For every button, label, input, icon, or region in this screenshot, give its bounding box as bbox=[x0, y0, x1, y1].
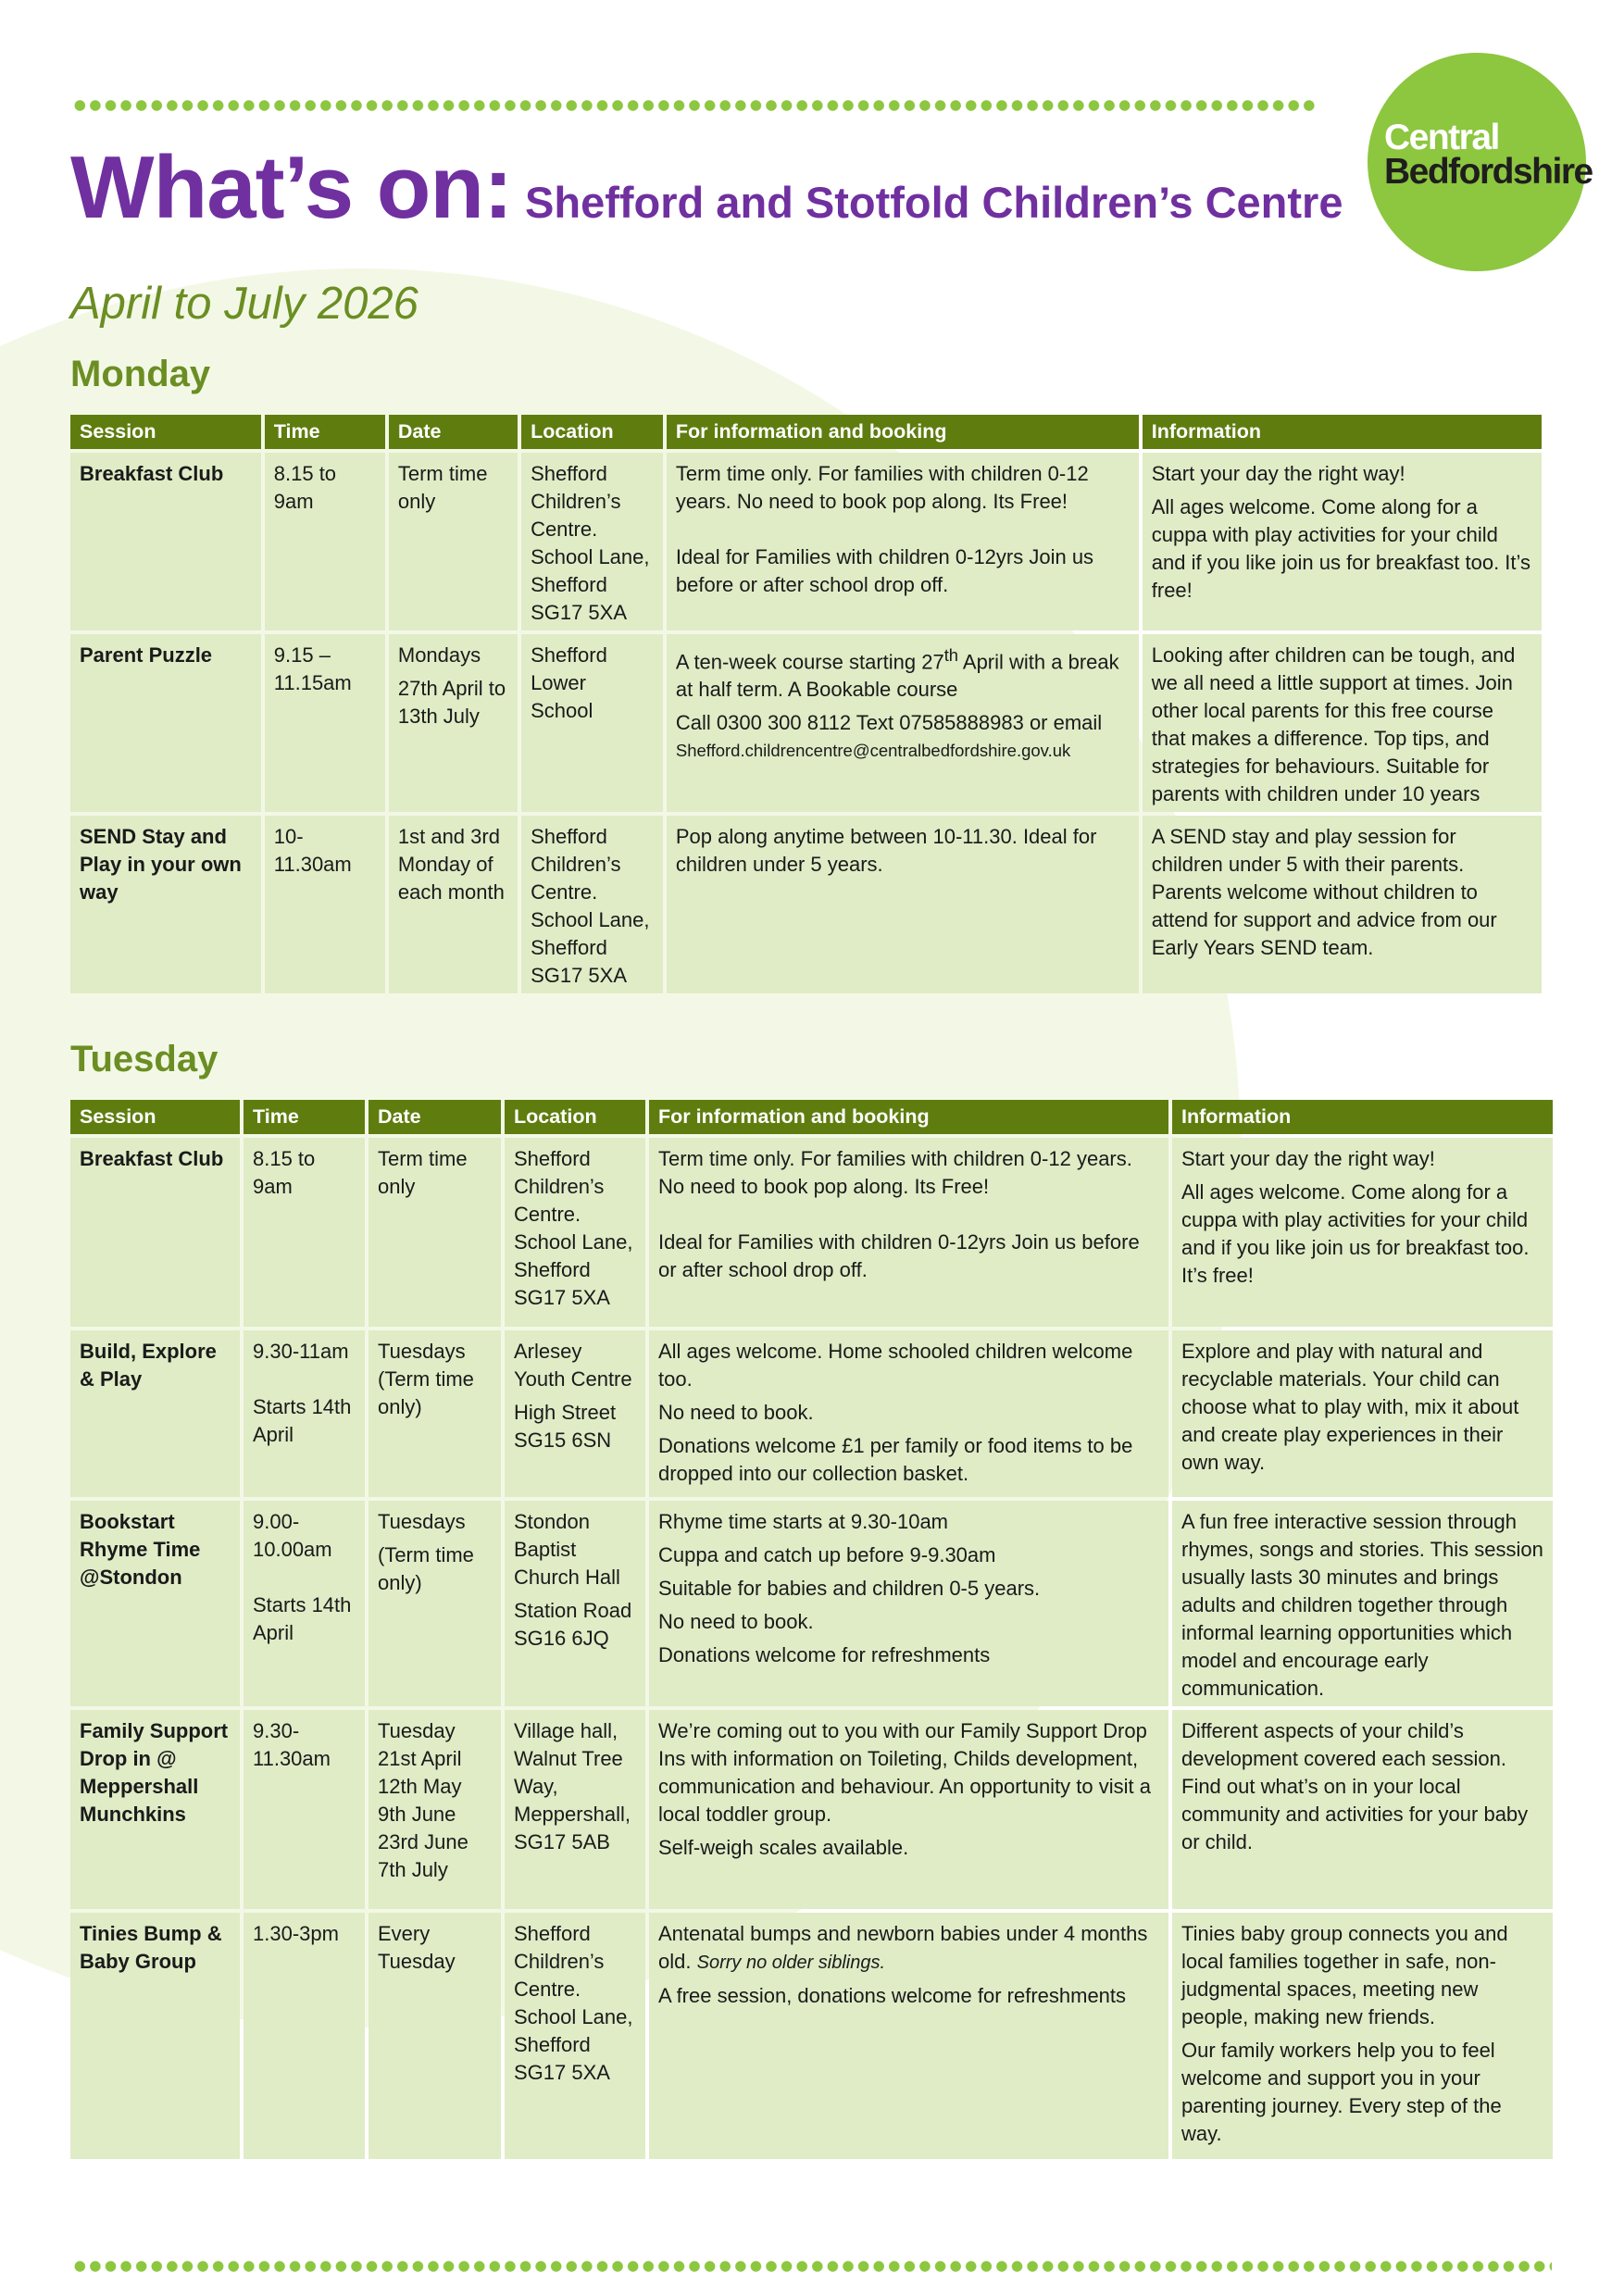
monday-table bbox=[67, 411, 1545, 997]
location-line: School Lane, Shefford bbox=[514, 2005, 633, 2056]
info-text: Start your day the right way! bbox=[1151, 462, 1405, 485]
monday-heading: Monday bbox=[70, 354, 211, 394]
email-text: Shefford.childrencentre@centralbedfordshire.gov.uk bbox=[675, 741, 1071, 761]
location-cell bbox=[521, 816, 663, 993]
col-booking: For information and booking bbox=[649, 1100, 1168, 1134]
date-cell: Term time only bbox=[369, 1138, 501, 1327]
date-cell: Every Tuesday bbox=[369, 1913, 501, 2159]
date-line: 13th July bbox=[397, 705, 480, 728]
location-cell bbox=[521, 453, 663, 630]
booking-text: All ages welcome. Home schooled children welcome too. bbox=[658, 1340, 1133, 1391]
info-text: All ages welcome. Come along for a cuppa with play activities for your child and if you like join us for breakfast too. It’s free! bbox=[1151, 495, 1531, 602]
booking-text: No need to book. bbox=[658, 1610, 814, 1633]
location-line: Shefford Children’s Centre. bbox=[531, 462, 621, 541]
booking-text: Ideal for Families with children 0-12yrs Join us before or after school drop off. bbox=[658, 1230, 1140, 1281]
location-line: SG17 5XA bbox=[514, 1286, 610, 1309]
session-cell: Breakfast Club bbox=[70, 1138, 240, 1327]
date-line: 21st April bbox=[378, 1747, 462, 1770]
location-line: Arlesey Youth Centre bbox=[514, 1340, 632, 1391]
date-line: 27th April to bbox=[397, 677, 506, 700]
booking-cell bbox=[649, 1501, 1168, 1706]
location-cell bbox=[505, 1913, 645, 2159]
location-cell bbox=[505, 1330, 645, 1497]
col-location: Location bbox=[505, 1100, 645, 1134]
col-time: Time bbox=[244, 1100, 365, 1134]
booking-cell bbox=[649, 1913, 1168, 2159]
table-row bbox=[70, 1501, 1553, 1706]
time-cell bbox=[244, 1501, 365, 1706]
location-cell: Village hall, Walnut Tree Way, Meppershall, SG17 5AB bbox=[505, 1710, 645, 1909]
location-line: High Street SG15 6SN bbox=[514, 1401, 617, 1452]
booking-text bbox=[658, 1920, 1159, 1977]
session-cell: Family Support Drop in @ Meppershall Munchkins bbox=[70, 1710, 240, 1909]
page-title bbox=[70, 137, 1343, 239]
col-booking: For information and booking bbox=[667, 415, 1139, 449]
table-row bbox=[70, 1710, 1553, 1909]
booking-text: Ideal for Families with children 0-12yrs Join us before or after school drop off. bbox=[675, 545, 1094, 596]
location-cell bbox=[505, 1138, 645, 1327]
time-line: Starts 14th April bbox=[253, 1593, 352, 1644]
info-cell bbox=[1143, 453, 1542, 630]
date-line: Tuesdays bbox=[378, 1510, 466, 1533]
location-cell: Shefford Lower School bbox=[521, 634, 663, 812]
table-row bbox=[70, 816, 1542, 993]
booking-note: Sorry no older siblings. bbox=[696, 1953, 886, 1973]
booking-text: No need to book. bbox=[658, 1401, 814, 1424]
title-main: What’s on: bbox=[70, 138, 513, 237]
time-cell bbox=[244, 1330, 365, 1497]
info-cell: A fun free interactive session through rhymes, songs and stories. This session usually lasts 30 minutes and brings adults and children together through informal learning opportunities which model and encourage early communication. bbox=[1172, 1501, 1553, 1706]
booking-text: Term time only. For families with children 0-12 years. No need to book pop along. Its Free! bbox=[675, 462, 1089, 513]
date-line: Tuesday bbox=[378, 1719, 456, 1742]
col-information: Information bbox=[1143, 415, 1542, 449]
info-cell: Looking after children can be tough, and we all need a little support at times. Join other local parents for this free course that makes a difference. Top tips, and strategies for behaviours. Suitable for parents with children under 10 years bbox=[1143, 634, 1542, 812]
location-cell bbox=[505, 1501, 645, 1706]
session-cell: SEND Stay and Play in your own way bbox=[70, 816, 261, 993]
booking-text: We’re coming out to you with our Family Support Drop Ins with information on Toileting, Childs development, communication and behaviour. An opportunity to visit a local toddler group. bbox=[658, 1719, 1151, 1826]
table-row bbox=[70, 453, 1542, 630]
col-date: Date bbox=[369, 1100, 501, 1134]
info-text: Tinies baby group connects you and local families together in safe, non-judgmental spaces, meeting new people, making new friends. bbox=[1181, 1922, 1508, 2028]
time-cell: 10-11.30am bbox=[265, 816, 385, 993]
time-cell: 9.15 – 11.15am bbox=[265, 634, 385, 812]
logo-line2: Bedfordshire bbox=[1384, 152, 1593, 192]
period-subtitle: April to July 2026 bbox=[70, 279, 418, 329]
info-text: Start your day the right way! bbox=[1181, 1147, 1435, 1170]
central-bedfordshire-logo bbox=[1368, 53, 1593, 271]
time-cell: 9.30-11.30am bbox=[244, 1710, 365, 1909]
booking-text: Call 0300 300 8112 Text 07585888983 or email bbox=[675, 711, 1103, 735]
booking-cell bbox=[667, 453, 1139, 630]
location-line: SG17 5XA bbox=[531, 601, 628, 624]
location-line: SG17 5XA bbox=[514, 2061, 610, 2084]
session-cell: Tinies Bump & Baby Group bbox=[70, 1913, 240, 2159]
booking-cell: Pop along anytime between 10-11.30. Ideal for children under 5 years. bbox=[667, 816, 1139, 993]
time-line: Starts 14th April bbox=[253, 1395, 352, 1446]
tuesday-header-row bbox=[70, 1100, 1553, 1134]
booking-text-part: Antenatal bumps and newborn babies under 4 months old. bbox=[658, 1922, 1148, 1973]
location-line: Shefford Children’s Centre. bbox=[514, 1147, 605, 1226]
location-line: Stondon Baptist Church Hall bbox=[514, 1510, 620, 1589]
booking-cell bbox=[649, 1330, 1168, 1497]
location-line: School Lane, Shefford bbox=[531, 908, 650, 959]
booking-text: Donations welcome £1 per family or food items to be dropped into our collection basket. bbox=[658, 1434, 1133, 1485]
date-cell bbox=[389, 634, 518, 812]
location-line: School Lane, Shefford bbox=[531, 545, 650, 596]
superscript: th bbox=[943, 645, 958, 665]
info-text: All ages welcome. Come along for a cuppa with play activities for your child and if you like join us for breakfast too. It’s free! bbox=[1181, 1180, 1530, 1287]
booking-cell bbox=[649, 1710, 1168, 1909]
col-session: Session bbox=[70, 1100, 240, 1134]
info-cell: Different aspects of your child’s development covered each session. Find out what’s on in your local community and activities for your baby or child. bbox=[1172, 1710, 1553, 1909]
info-cell: A SEND stay and play session for children under 5 with their parents. Parents welcome without children to attend for support and advice from our Early Years SEND team. bbox=[1143, 816, 1542, 993]
date-cell bbox=[369, 1710, 501, 1909]
time-line: 9.30-11am bbox=[253, 1340, 349, 1363]
info-cell: Explore and play with natural and recyclable materials. Your child can choose what to play with, mix it about and create play experiences in their own way. bbox=[1172, 1330, 1553, 1497]
booking-text: Donations welcome for refreshments bbox=[658, 1643, 991, 1666]
booking-text: Self-weigh scales available. bbox=[658, 1836, 909, 1859]
monday-header-row bbox=[70, 415, 1542, 449]
booking-text: Term time only. For families with children 0-12 years. No need to book pop along. Its Free! bbox=[658, 1147, 1132, 1198]
booking-cell bbox=[649, 1138, 1168, 1327]
booking-cell bbox=[667, 634, 1139, 812]
dotted-divider-bottom bbox=[72, 2260, 1552, 2273]
date-line: 12th May bbox=[378, 1775, 462, 1798]
tuesday-table bbox=[67, 1096, 1556, 2163]
col-location: Location bbox=[521, 415, 663, 449]
booking-text: Cuppa and catch up before 9-9.30am bbox=[658, 1543, 996, 1566]
booking-text bbox=[676, 642, 1130, 704]
dotted-divider-top bbox=[72, 99, 1318, 112]
date-cell: 1st and 3rd Monday of each month bbox=[389, 816, 518, 993]
date-line: 9th June bbox=[378, 1803, 456, 1826]
booking-text: Rhyme time starts at 9.30-10am bbox=[658, 1510, 949, 1533]
location-line: Station Road SG16 6JQ bbox=[514, 1599, 632, 1650]
date-line: 7th July bbox=[378, 1858, 448, 1881]
location-line: SG17 5XA bbox=[531, 964, 628, 987]
booking-text: Suitable for babies and children 0-5 years. bbox=[658, 1577, 1041, 1600]
table-row bbox=[70, 634, 1542, 812]
date-cell bbox=[369, 1501, 501, 1706]
col-date: Date bbox=[389, 415, 518, 449]
session-cell: Bookstart Rhyme Time @Stondon bbox=[70, 1501, 240, 1706]
date-line: Mondays bbox=[397, 643, 481, 667]
logo-line1: Central bbox=[1384, 118, 1499, 157]
tuesday-heading: Tuesday bbox=[70, 1039, 219, 1079]
date-line: (Term time only) bbox=[378, 1543, 474, 1594]
info-cell bbox=[1172, 1913, 1553, 2159]
booking-text-part: A ten-week course starting 27 bbox=[675, 650, 944, 674]
location-line: School Lane, Shefford bbox=[514, 1230, 633, 1281]
info-cell bbox=[1172, 1138, 1553, 1327]
title-sub: Shefford and Stotfold Children’s Centre bbox=[525, 178, 1343, 227]
booking-text-part: April with a break at half term. A Bookable course bbox=[675, 650, 1119, 702]
time-cell: 8.15 to 9am bbox=[265, 453, 385, 630]
col-time: Time bbox=[265, 415, 385, 449]
session-cell: Breakfast Club bbox=[70, 453, 261, 630]
table-row bbox=[70, 1330, 1553, 1497]
date-cell: Term time only bbox=[389, 453, 518, 630]
time-cell: 1.30-3pm bbox=[244, 1913, 365, 2159]
session-cell: Build, Explore & Play bbox=[70, 1330, 240, 1497]
table-row bbox=[70, 1913, 1553, 2159]
col-information: Information bbox=[1172, 1100, 1553, 1134]
col-session: Session bbox=[70, 415, 261, 449]
booking-text: A free session, donations welcome for refreshments bbox=[658, 1984, 1127, 2007]
info-text: Our family workers help you to feel welcome and support you in your parenting journey. Every step of the way. bbox=[1181, 2039, 1502, 2145]
session-cell: Parent Puzzle bbox=[70, 634, 261, 812]
date-cell: Tuesdays (Term time only) bbox=[369, 1330, 501, 1497]
time-cell: 8.15 to 9am bbox=[244, 1138, 365, 1327]
date-line: 23rd June bbox=[378, 1830, 468, 1853]
table-row bbox=[70, 1138, 1553, 1327]
location-line: Shefford Children’s Centre. bbox=[531, 825, 621, 904]
location-line: Shefford Children’s Centre. bbox=[514, 1922, 605, 2001]
time-line: 9.00-10.00am bbox=[253, 1510, 332, 1561]
